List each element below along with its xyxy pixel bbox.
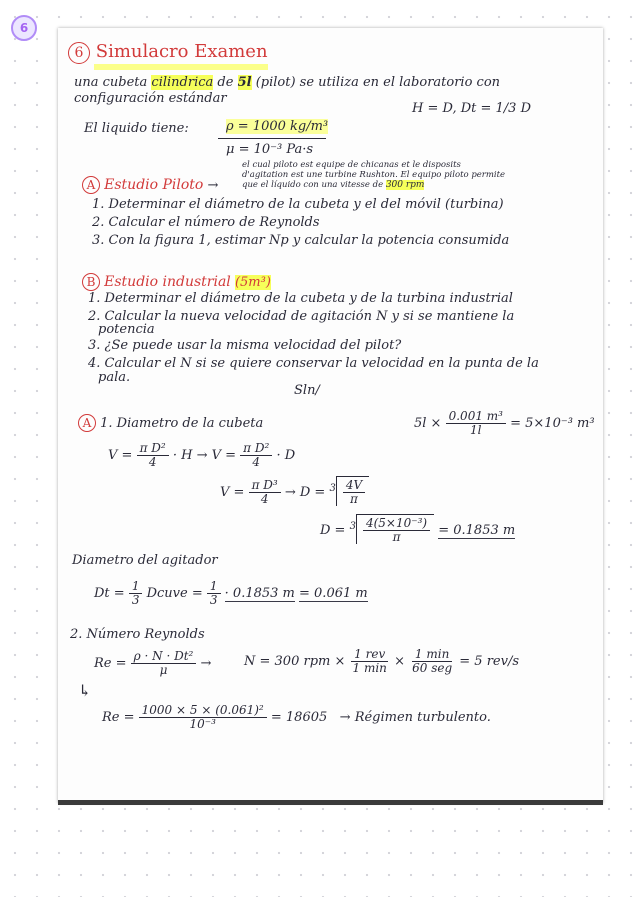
- geometry-relation: H = D, Dt = 1/3 D: [412, 101, 531, 116]
- intro-line-1: una cubeta cilindrica de 5l (pilot) se utiliza en el laboratorio con: [74, 75, 501, 90]
- solution-step-1: A 1. Diametro de la cubeta: [78, 414, 263, 432]
- solution-step-2: 2. Número Reynolds: [70, 627, 205, 642]
- fluid-viscosity: μ = 10⁻³ Pa·s: [226, 142, 314, 157]
- sheet-bottom-edge: [58, 800, 603, 805]
- section-b-item-4: 4. Calcular el N si se quiere conservar la velocidad en la punta de la: [88, 356, 539, 371]
- volume-conversion: 5l × $\frac{\text{0.001 m³}}{1l}$ = 5×10⁻³ m³: [414, 409, 595, 438]
- section-a-note-2: d'agitation est une turbine Rushton. El equipo piloto permite: [242, 170, 506, 180]
- volume-equation-2: V = $\frac{\text{π D³}}{4}$ → D = $^3$ $\frac{4V}{\pi}$: [220, 476, 369, 506]
- section-a-item-3: 3. Con la figura 1, estimar Np y calcular la potencia consumida: [92, 233, 510, 248]
- speed-conversion: N = 300 rpm × $\frac{\text{1 rev}}{1 \min}$ × $\frac{1 \min}{\text{60 seg}}$ = 5 rev/s: [244, 647, 520, 676]
- section-b-item-2: 2. Calcular la nueva velocidad de agitación N y si se mantiene la: [88, 309, 515, 324]
- section-a-note-3: que el líquido con una vitesse de 300 rpm: [242, 180, 425, 190]
- reynolds-formula: Re = $\frac{\text{ρ · N · Dt²}}{\mu}$ →: [94, 649, 212, 678]
- page-title: 6 Simulacro Examen: [68, 42, 268, 64]
- continuation-hook-icon: ↳: [78, 681, 92, 700]
- section-b-item-1: 1. Determinar el diámetro de la cubeta y de la turbina industrial: [88, 291, 513, 306]
- agitator-diameter-label: Diametro del agitador: [72, 553, 218, 568]
- agitator-diameter-equation: Dt = $\frac{1}{3}$ Dcuve = $\frac{1}{3}$ · 0.1853 m = 0.061 m: [94, 579, 368, 608]
- intro-line-2: configuración estándar: [74, 91, 227, 106]
- section-a-heading: A Estudio Piloto →: [82, 176, 218, 194]
- title-number-circle: 6: [68, 42, 90, 64]
- diameter-result: D = $^3$ $\frac{\text{4(5×10⁻³)}}{\pi}$ = 0.1853 m: [320, 516, 516, 545]
- page-number-badge: 6: [11, 15, 37, 41]
- section-b-item-4-cont: pala.: [98, 370, 131, 385]
- scanned-notes-page: [58, 28, 603, 803]
- fluid-density: ρ = 1000 kg/m³: [226, 119, 329, 134]
- fluid-label: El liquido tiene:: [84, 121, 189, 136]
- volume-equation-1: V = $\frac{\text{π D²}}{4}$ · H → V = $\frac{\text{π D²}}{4}$ · D: [108, 441, 296, 470]
- section-a-item-1: 1. Determinar el diámetro de la cubeta y el del móvil (turbina): [92, 197, 504, 212]
- solution-label: Sln/: [294, 383, 320, 398]
- section-b-heading: B Estudio industrial (5m³): [82, 273, 271, 291]
- section-a-note-1: el cual piloto est equipe de chicanas et le disposits: [242, 160, 461, 170]
- section-b-item-3: 3. ¿Se puede usar la misma velocidad del pilot?: [88, 338, 402, 353]
- title-highlight: [94, 64, 268, 70]
- section-b-item-2-cont: potencia: [98, 322, 155, 337]
- fluid-divider: [218, 138, 326, 139]
- reynolds-result: Re = $\frac{\text{1000 × 5 × (0.061)²}}{\text{10⁻³}}$ = 18605 → Régimen turbulento.: [102, 703, 491, 732]
- section-a-item-2: 2. Calcular el número de Reynolds: [92, 215, 320, 230]
